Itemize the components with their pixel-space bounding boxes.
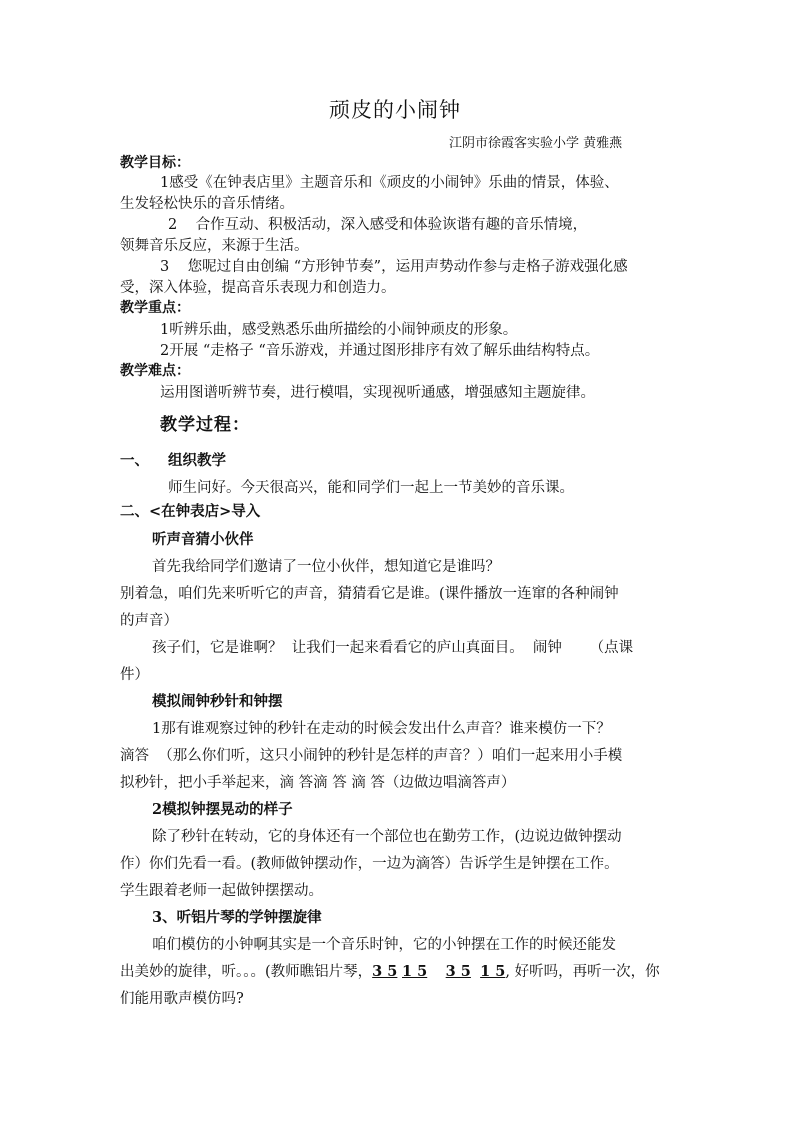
subheading-simulate-clock: 模拟闹钟秒针和钟摆	[152, 693, 283, 710]
page-title: 顽皮的小闹钟	[329, 98, 461, 122]
section-1-number: 一、	[120, 452, 149, 469]
paragraph-4-line-2: 作）你们先看一看。(教师做钟摆动作，一边为滴答）告诉学生是钟摆在工作。	[120, 856, 619, 872]
music-note-4: 1 5	[480, 963, 506, 980]
objective-2-line-2: 领舞音乐反应，来源于生活。	[120, 238, 309, 254]
difficulties-text: 运用图谱听辨节奏，进行模唱，实现视听通感，增强感知主题旋律。	[160, 385, 595, 401]
paragraph-2-line-2: 件）	[120, 667, 149, 683]
music-note-2: 1 5	[402, 963, 428, 980]
key-points-heading: 教学重点：	[120, 300, 190, 316]
difficulties-heading: 教学难点：	[120, 363, 190, 379]
objective-3-line-1: 3 您呢过自由创编 “方形钟节奏”，运用声势动作参与走格子游戏强化感	[160, 259, 628, 275]
subheading-glockenspiel: 3、听铝片琴的学钟摆旋律	[152, 909, 322, 926]
objective-1-line-2: 生发轻松快乐的音乐情绪。	[120, 196, 294, 212]
music-note-3: 3 5	[445, 963, 471, 980]
objective-3-line-2: 受，深入体验，提高音乐表现力和创造力。	[120, 280, 396, 296]
objective-2-line-1: 2 合作互动、积极活动，深入感受和体验诙谐有趣的音乐情境，	[168, 217, 588, 233]
subheading-pendulum: 2模拟钟摆晃动的样子	[152, 801, 293, 818]
objective-1-line-1: 1感受《在钟表店里》主题音乐和《顽皮的小闹钟》乐曲的情景，体验、	[160, 175, 619, 191]
paragraph-5-line-1: 咱们模仿的小钟啊其实是一个音乐时钟，它的小钟摆在工作的时候还能发	[152, 937, 616, 953]
section-1-title: 组织教学	[168, 452, 226, 469]
paragraph-1-line-1: 首先我给同学们邀请了一位小伙伴，想知道它是谁吗？	[152, 559, 500, 575]
paragraph-3-line-3: 拟秒针，把小手举起来，滴 答滴 答 滴 答（边做边唱滴答声）	[120, 775, 516, 791]
section-1-text: 师生问好。今天很高兴，能和同学们一起上一节美妙的音乐课。	[168, 480, 574, 496]
paragraph-4-line-1: 除了秒针在转动，它的身体还有一个部位也在勤劳工作，(边说边做钟摆动	[152, 829, 622, 845]
paragraph-3-line-1: 1那有谁观察过钟的秒针在走动的时候会发出什么声音？谁来模仿一下？	[152, 721, 611, 737]
paragraph-1-line-3: 的声音）	[120, 613, 178, 629]
section-2-title: 二、<在钟表店>导入	[120, 503, 261, 520]
music-note-1: 3 5	[372, 963, 398, 980]
objectives-heading: 教学目标：	[120, 155, 190, 171]
paragraph-1-line-2: 别着急，咱们先来听听它的声音，猜猜看它是谁。(课件播放一连窜的各种闹钟	[120, 586, 619, 602]
key-point-1: 1听辨乐曲，感受熟悉乐曲所描绘的小闹钟顽皮的形象。	[160, 322, 518, 338]
key-point-2: 2开展 “走格子 “音乐游戏，并通过图形排序有效了解乐曲结构特点。	[160, 343, 600, 359]
paragraph-5-line-3: 们能用歌声模仿吗?	[120, 991, 244, 1007]
process-heading: 教学过程：	[160, 415, 250, 435]
paragraph-2-line-1: 孩子们，它是谁啊？ 让我们一起来看看它的庐山真面目。 闹钟 （点课	[152, 640, 634, 656]
paragraph-3-line-2: 滴答 （那么你们听，这只小闹钟的秒针是怎样的声音？）咱们一起来用小手模	[120, 748, 623, 764]
paragraph-5-text-before: 出美妙的旋律，听。。。(教师瞧铝片琴，	[120, 964, 373, 980]
paragraph-5-line-2	[120, 960, 660, 981]
paragraph-4-line-3: 学生跟着老师一起做钟摆摆动。	[120, 883, 323, 899]
author-line: 江阴市徐霞客实验小学 黄雅燕	[449, 136, 623, 151]
paragraph-5-text-after: , 好听吗，再听一次，你	[505, 964, 660, 980]
subheading-listen-guess: 听声音猜小伙伴	[152, 531, 254, 548]
